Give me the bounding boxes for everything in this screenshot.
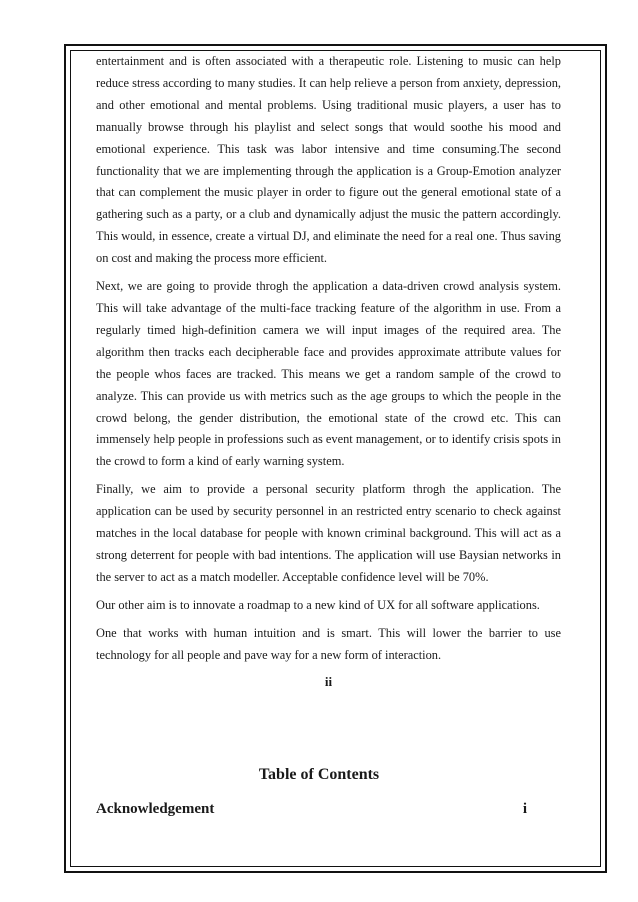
paragraph-ux-aim: Our other aim is to innovate a roadmap to a new kind of UX for all software applications.: [96, 597, 540, 612]
document-body: [96, 51, 561, 692]
paragraph-human-intuition: One that works with human intuition and is smart. This will lower the barrier to use technology for all people and pave way for a new form of interaction.: [96, 625, 561, 662]
toc-entry-page: i: [522, 801, 527, 817]
paragraph-music-and-group-emotion: entertainment and is often associated with a therapeutic role. Listening to music can help reduce stress according to many studies. It can help relieve a person from anxiety, depression, and other emotional and mental problems. Using traditional music players, a user has to manually browse through his playlist and select songs that would soothe his mood and emotional experience. This task was labor intensive and time consuming.The second functionality that we are implementing through the application is a Group-Emotion analyzer that can complement the music player in order to figure out the general emotional state of a gathering such as a party, or a club and dynamically adjust the music the pattern accordingly. This would, in essence, create a virtual DJ, and eliminate the need for a real one. Thus saving on cost and making the process more efficient.: [96, 54, 561, 266]
toc-entry[interactable]: [96, 798, 527, 820]
toc-heading: Table of Contents: [258, 766, 380, 783]
page-number: ii: [324, 674, 333, 690]
paragraph-security-platform: Finally, we aim to provide a personal security platform throgh the application. The application can be used by security personnel in an restricted entry scenario to check against matches in the local database for people with known criminal background. This will act as a strong deterrent for people with bad intentions. The application will use Baysian networks in the server to act as a match modeller. Acceptable confidence level will be 70%.: [96, 482, 561, 584]
paragraph-crowd-analysis: Next, we are going to provide throgh the application a data-driven crowd analysis system. This will take advantage of the multi-face tracking feature of the algorithm in use. From a regularly timed high-definition camera we will input images of the required area. The algorithm then tracks each decipherable face and provides approximate attribute values for the people whos faces are tracked. This means we get a random sample of the crowd to analyze. This can provide us with metrics such as the age groups to which the people in the crowd belong, the gender distribution, the emotional state of the crowd etc. This can immensely help people in professions such as event management, or to identify crisis spots in the crowd to form a kind of early warning system.: [96, 279, 561, 469]
toc-entry-label: Acknowledgement: [96, 801, 215, 817]
